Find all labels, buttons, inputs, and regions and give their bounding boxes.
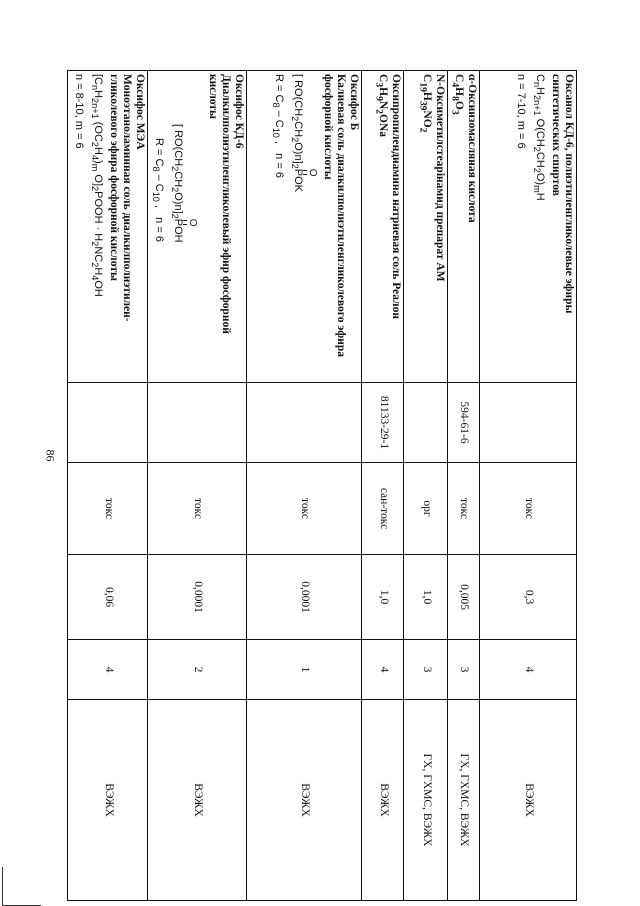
- mpc-value: 1,0: [362, 555, 404, 640]
- chemical-formula: $C_{19}H_{39}NO_2$: [417, 74, 434, 133]
- danger-class: 4: [480, 640, 577, 700]
- mpc-value: 1,0: [404, 555, 448, 640]
- substance-title: N-Оксиметилстеарінамид препарат АМ: [434, 74, 447, 282]
- hazard-class: сан-токс: [362, 463, 404, 555]
- chemical-formula: [ $RO(CH_2CH_2O)n]_2P$ O OH: [169, 124, 198, 243]
- cas-number: [480, 383, 577, 463]
- cas-number: 594-61-6: [448, 383, 480, 463]
- danger-class: 4: [362, 640, 404, 700]
- formula-parameters: $R = C_8 - C_{10}$ , n = 6: [150, 138, 166, 242]
- substance-title: Оксифос МЭА: [134, 74, 147, 150]
- table-row: [247, 71, 362, 901]
- mpc-value: 0,0001: [148, 555, 247, 640]
- substance-subtitle: Калиевая соль диалкилполиэтиленгликолевого эфира фосфорной кислоты: [322, 74, 348, 357]
- hazard-class: токс: [148, 463, 247, 555]
- oxygen-atom: O: [186, 218, 198, 227]
- danger-class: 4: [68, 640, 148, 700]
- chemical-formula: $C_4H_8O_3$: [449, 74, 465, 115]
- substance-name-cell: [68, 71, 148, 383]
- analysis-methods: ГХ, ГХМС, ВЭЖХ: [448, 700, 480, 901]
- formula-parameters: n = 7-10, m = 6: [514, 74, 527, 149]
- cas-number: [148, 383, 247, 463]
- page-number: 86: [43, 449, 58, 462]
- substance-name-cell: [362, 71, 404, 383]
- mpc-value: 0,06: [68, 555, 148, 640]
- table-row: [68, 71, 148, 901]
- substance-name-cell: [247, 71, 362, 383]
- substance-name-cell: [448, 71, 480, 383]
- cas-number: 81133-29-1: [362, 383, 404, 463]
- substance-title: Оксифос КД-6: [233, 74, 246, 149]
- substance-subtitle: Моноэтаноламинная соль диалкилполиэтилен-гликолевого эфира фосфорной кислоты: [108, 74, 134, 322]
- scan-corner-mark: [2, 867, 41, 906]
- substance-name-cell: [480, 71, 577, 383]
- substance-name-cell: [148, 71, 247, 383]
- formula-parameters: $R = C_8 - C_{10}$ , n = 6: [270, 74, 286, 178]
- cas-number: [68, 383, 148, 463]
- chemical-formula: [$C_nH_{2n+1}$ $(OC_2H_4)_m$ $O]_2POOH \cdot H_2NC_2H_4OH$: [89, 74, 104, 297]
- mpc-value: 0,005: [448, 555, 480, 640]
- danger-class: 1: [247, 640, 362, 700]
- danger-class: 2: [148, 640, 247, 700]
- table-row: [480, 71, 577, 901]
- hazard-class: токс: [68, 463, 148, 555]
- analysis-methods: ВЭЖХ: [247, 700, 362, 901]
- chemical-formula: $C_3H_9N_2ONa$: [373, 74, 390, 137]
- table-row: [148, 71, 247, 901]
- chemical-formula: $C_nH_{2n+1}$ $O(CH_2CH_2O)_mH$: [531, 74, 546, 201]
- table-row: [362, 71, 404, 901]
- rotated-table-container: [72, 70, 577, 900]
- substance-table: [67, 70, 577, 901]
- oxygen-atom: O: [306, 168, 318, 177]
- analysis-methods: ГХ, ГХМС, ВЭЖХ: [404, 700, 448, 901]
- substance-title: Оксифос Б: [348, 74, 361, 131]
- table-row: [448, 71, 480, 901]
- substance-title: α-Оксиизомасляная кислота: [466, 74, 478, 223]
- analysis-methods: ВЭЖХ: [68, 700, 148, 901]
- hazard-class: токс: [247, 463, 362, 555]
- analysis-methods: ВЭЖХ: [480, 700, 577, 901]
- substance-title: Оксанол КД-6, полиэтиленгликолевые эфиры синтетических спиртов: [549, 74, 575, 314]
- mpc-value: 0,3: [480, 555, 577, 640]
- table-row: [404, 71, 448, 901]
- substance-name-cell: [404, 71, 448, 383]
- danger-class: 3: [448, 640, 480, 700]
- hazard-class: орг: [404, 463, 448, 555]
- substance-subtitle: Диалкилполиэтиленгликолевый эфир фосфорной кислоты: [207, 74, 233, 334]
- analysis-methods: ВЭЖХ: [362, 700, 404, 901]
- formula-parameters: n = 8-10, m = 6: [73, 74, 86, 149]
- analysis-methods: ВЭЖХ: [148, 700, 247, 901]
- cas-number: [247, 383, 362, 463]
- hazard-class: токс: [480, 463, 577, 555]
- danger-class: 3: [404, 640, 448, 700]
- chemical-formula: [ $RO(CH_2CH_2O)n]_2P$ O OK: [289, 74, 318, 192]
- mpc-value: 0,0001: [247, 555, 362, 640]
- substance-title: Оксипропилендиамина натриевая соль Реалон: [390, 74, 403, 319]
- cas-number: [404, 383, 448, 463]
- hazard-class: токс: [448, 463, 480, 555]
